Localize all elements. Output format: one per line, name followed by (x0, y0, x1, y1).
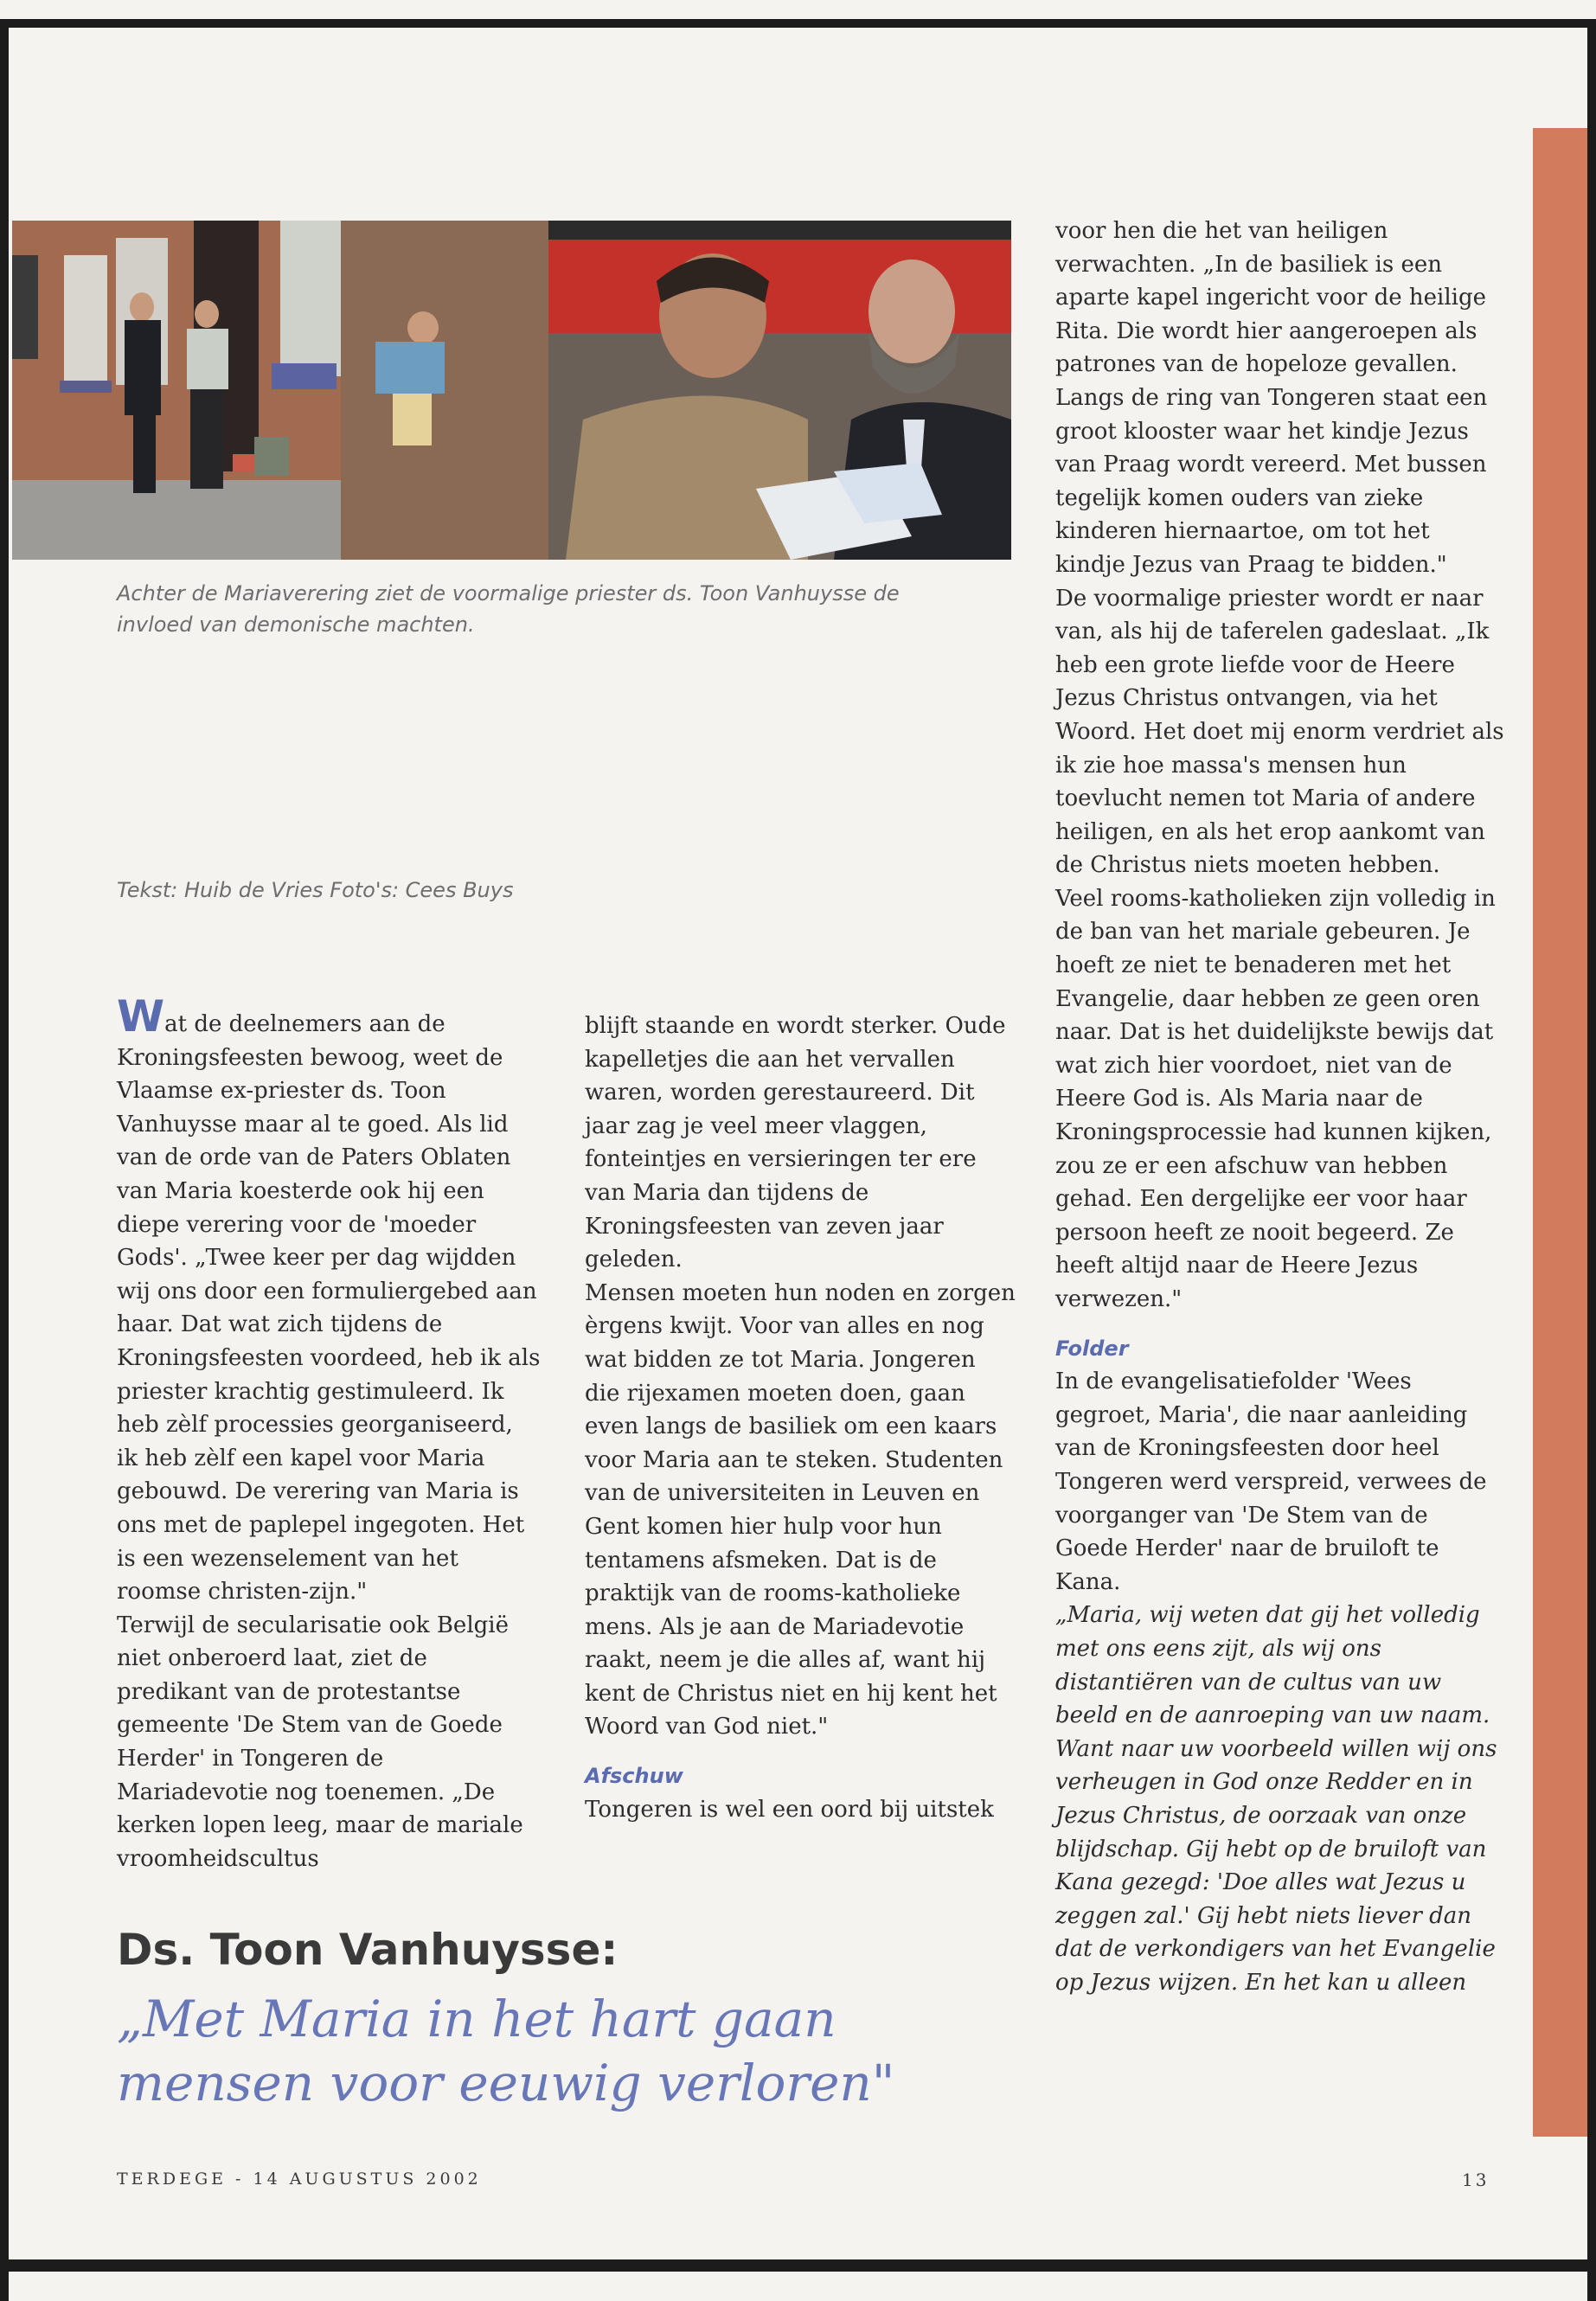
paragraph: blijft staande en wordt sterker. Oude kapelletjes die aan het vervallen waren, worden gerestaureerd. Dit jaar zag je veel meer vlaggen, fonteintjes en versieringen ter ere van Maria dan tijdens de Kroningsfeesten van zeven jaar geleden. (585, 1013, 1006, 1273)
lead-text: at de deelnemers aan de Kroningsfeesten bewoog, weet de Vlaamse ex-priester ds. Toon Vanhuysse maar al te goed. Als lid van de orde van de Paters Oblaten van Maria koesterde ook hij een diepe verering voor de 'moeder Gods'. „Twee keer per dag wijdden wij ons door een formuliergebed aan haar. Dat wat zich tijdens de Kroningsfeesten voordeed, heb ik als priester krachtig gestimuleerd. Ik heb zèlf processies georganiseerd, ik heb zèlf een kapel voor Maria gebouwd. De verering van Maria is ons met de paplepel ingegoten. Het is een wezenselement van het roomse christen-zijn." (117, 1011, 541, 1606)
article-column-1 (117, 991, 541, 1875)
article-credits: Tekst: Huib de Vries Foto's: Cees Buys (117, 878, 514, 902)
paragraph: Terwijl de secularisatie ook België niet onberoerd laat, ziet de predikant van de protestantse gemeente 'De Stem van de Goede Herder' in Tongeren de Mariadevotie nog toenemen. „De kerken lopen leeg, maar de mariale vroomheidscultus (117, 1612, 523, 1872)
article-column-3 (1055, 215, 1505, 1999)
paragraph: In de evangelisatiefolder 'Wees gegroet, Maria', die naar aanleiding van de Kroningsfeesten door heel Tongeren werd verspreid, verwees de voorganger van 'De Stem van de Goede Herder' naar de bruiloft te Kana. (1055, 1368, 1487, 1595)
article-subheadline: „Met Maria in het hart gaan mensen voor eeuwig verloren" (117, 1990, 895, 2112)
paragraph: Mensen moeten hun noden en zorgen èrgens kwijt. Voor van alles en nog wat bidden ze tot Maria. Jongeren die rijexamen moeten doen, gaan even langs de basiliek om een kaars voor Maria aan te steken. Studenten van de universiteiten in Leuven en Gent komen hier hulp voor hun tentamens afsmeken. Dat is de praktijk van de rooms-katholieke mens. Als je aan de Mariadevotie raakt, neem je die alles af, want hij kent de Christus niet en hij kent het Woord van God niet." (585, 1279, 1016, 1740)
paragraph: Veel rooms-katholieken zijn volledig in de ban van het mariale gebeuren. Je hoeft ze niet te benaderen met het Evangelie, daar hebben ze geen oren naar. Dat is het duidelijkste bewijs dat wat zich hier voordoet, niet van de Heere God is. Als Maria naar de Kroningsprocessie had kunnen kijken, zou ze er een afschuw van hebben gehad. Een dergelijke eer voor haar persoon heeft ze nooit begeerd. Ze heeft altijd naar de Heere Jezus verwezen." (1055, 885, 1496, 1312)
page-border-left (0, 19, 9, 2301)
article-photo (12, 221, 1011, 560)
paragraph (117, 991, 541, 1609)
page-border-right (1587, 19, 1596, 2301)
paragraph: voor hen die het van heiligen verwachten. „In de basiliek is een aparte kapel ingericht voor de heilige Rita. Die wordt hier aangeroepen als patrones van de hopeloze gevallen. Langs de ring van Tongeren staat een groot klooster waar het kindje Jezus van Praag wordt vereerd. Met bussen tegelijk komen ouders van zieke kinderen hiernaartoe, om tot het kindje Jezus van Praag te bidden." (1055, 218, 1488, 578)
accent-bar (1533, 128, 1587, 2137)
folder-quote: „Maria, wij weten dat gij het volledig met ons eens zijt, als wij ons distantiëren van de cultus van uw beeld en de aanroeping van uw naam. Want naar uw voorbeeld willen wij ons verheugen in God onze Redder en in Jezus Christus, de oorzaak van onze blijdschap. Gij hebt op de bruiloft van Kana gezegd: 'Doe alles wat Jezus u zeggen zal.' Gij hebt niets liever dan dat de verkondigers van het Evangelie op Jezus wijzen. En het kan u alleen (1055, 1602, 1497, 1996)
paragraph: Tongeren is wel een oord bij uitstek (585, 1796, 994, 1823)
street-scene-photo-icon (12, 221, 1011, 560)
footer-publication: TERDEGE - 14 AUGUSTUS 2002 (117, 2170, 482, 2189)
drop-cap: W (117, 991, 165, 1042)
photo-caption: Achter de Mariaverering ziet de voormalige priester ds. Toon Vanhuysse de invloed van demonische machten. (117, 581, 900, 637)
subheading-afschuw: Afschuw (585, 1764, 683, 1789)
page-border-top (0, 19, 1596, 28)
article-headline: Ds. Toon Vanhuysse: (117, 1925, 619, 1975)
paragraph: De voormalige priester wordt er naar van, als hij de taferelen gadeslaat. „Ik heb een grote liefde voor de Heere Jezus Christus ontvangen, via het Woord. Het doet mij enorm verdriet als ik zie hoe massa's mensen hun toevlucht nemen tot Maria of andere heiligen, en als het erop aankomt van de Christus niets moeten hebben. (1055, 585, 1504, 879)
page-border-bottom (0, 2259, 1596, 2272)
page-number: 13 (1462, 2170, 1490, 2190)
article-column-2 (585, 1009, 1017, 1826)
subheading-folder: Folder (1055, 1336, 1129, 1361)
